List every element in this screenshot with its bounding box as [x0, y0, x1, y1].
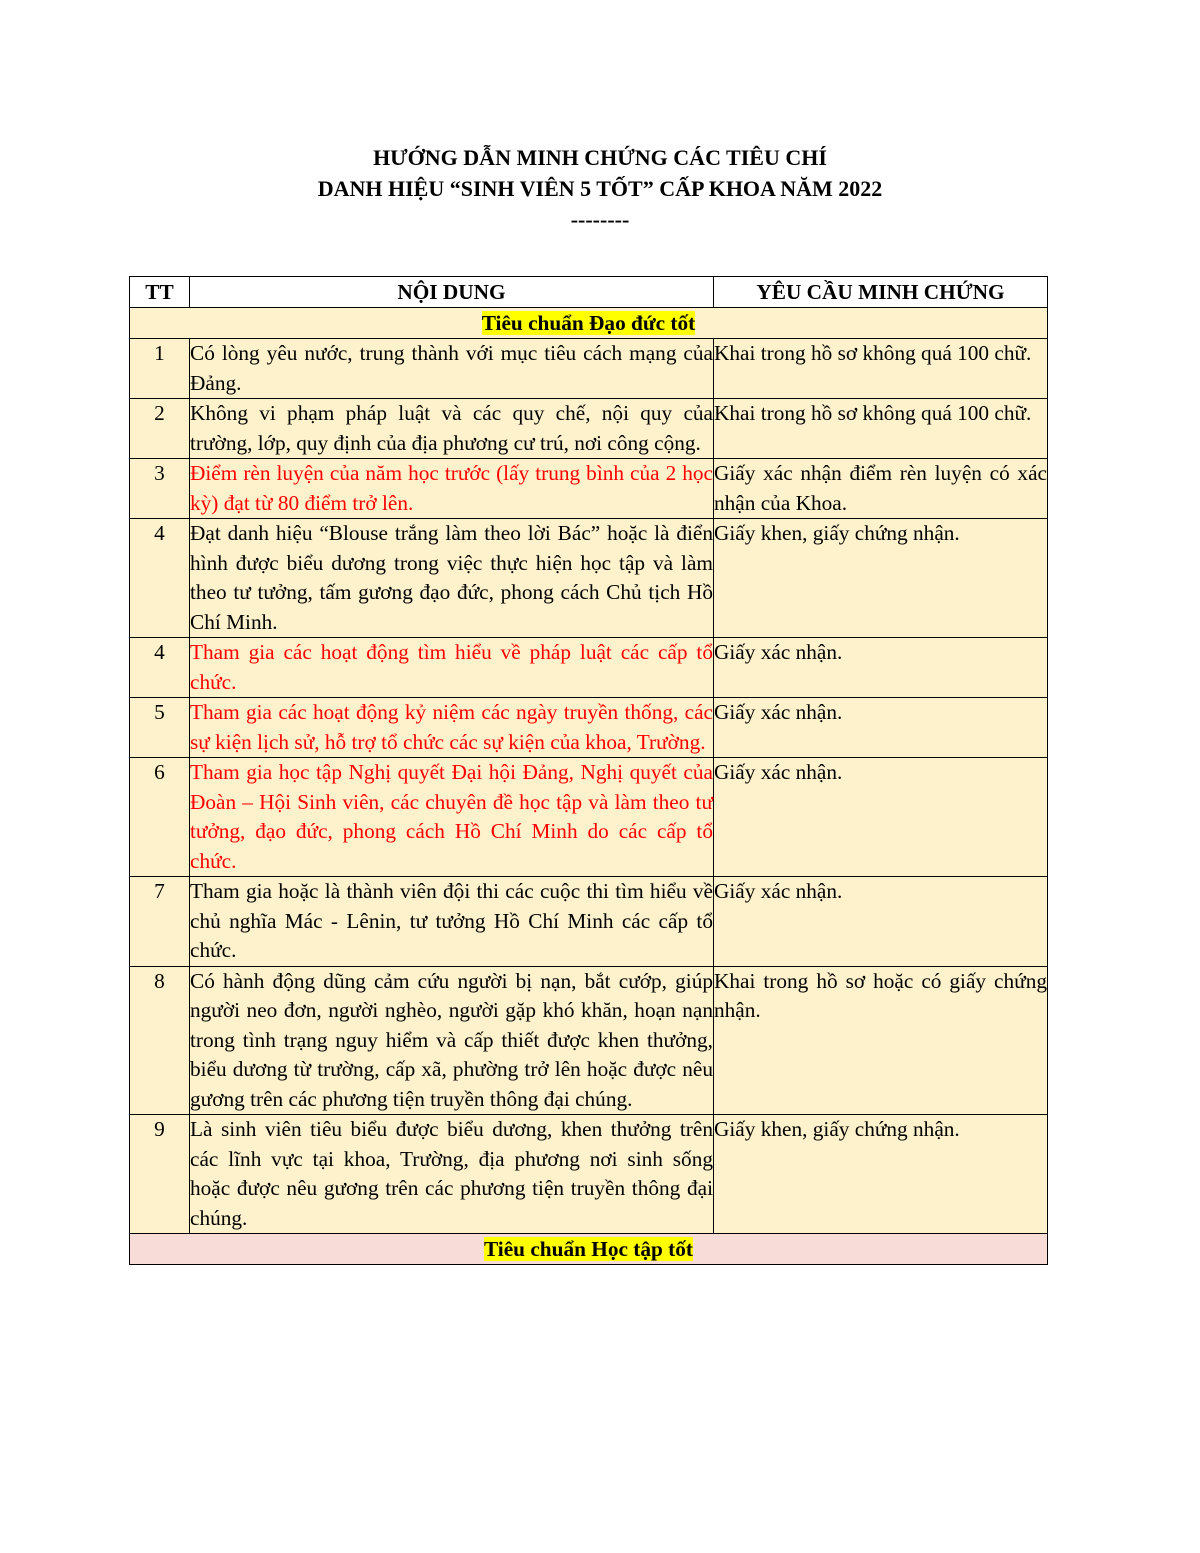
row-requirement: Giấy khen, giấy chứng nhận. — [714, 519, 1048, 638]
row-requirement: Giấy xác nhận. — [714, 877, 1048, 967]
row-content: Tham gia các hoạt động tìm hiểu về pháp luật các cấp tổ chức. — [190, 638, 714, 698]
row-content: Đạt danh hiệu “Blouse trắng làm theo lời Bác” hoặc là điển hình được biểu dương trong việc thực hiện học tập và làm theo tư tưởng, tấm gương đạo đức, phong cách Chủ tịch Hồ Chí Minh. — [190, 519, 714, 638]
row-number: 2 — [130, 399, 190, 459]
section-title-study: Tiêu chuẩn Học tập tốt — [483, 1237, 694, 1261]
table-row — [130, 519, 1048, 638]
row-content: Là sinh viên tiêu biểu được biểu dương, khen thưởng trên các lĩnh vực tại khoa, Trường, địa phương nơi sinh sống hoặc được nêu gương trên các phương tiện truyền thông đại chúng. — [190, 1115, 714, 1234]
row-number: 6 — [130, 758, 190, 877]
row-content: Điểm rèn luyện của năm học trước (lấy trung bình của 2 học kỳ) đạt từ 80 điểm trở lên. — [190, 459, 714, 519]
section-row-ethics — [130, 308, 1048, 339]
row-number: 7 — [130, 877, 190, 967]
row-content: Không vi phạm pháp luật và các quy chế, nội quy của trường, lớp, quy định của địa phương cư trú, nơi công cộng. — [190, 399, 714, 459]
header-tt: TT — [130, 277, 190, 308]
header-requirement: YÊU CẦU MINH CHỨNG — [714, 277, 1048, 308]
table-row — [130, 459, 1048, 519]
title-separator: -------- — [570, 207, 630, 232]
table-row — [130, 339, 1048, 399]
row-content: Tham gia các hoạt động kỷ niệm các ngày truyền thống, các sự kiện lịch sử, hỗ trợ tổ chức các sự kiện của khoa, Trường. — [190, 698, 714, 758]
table-header-row — [130, 277, 1048, 308]
row-requirement: Khai trong hồ sơ hoặc có giấy chứng nhận. — [714, 966, 1048, 1115]
table-row — [130, 1115, 1048, 1234]
title-line-2: DANH HIỆU “SINH VIÊN 5 TỐT” CẤP KHOA NĂM 2022 — [317, 176, 883, 201]
row-number: 3 — [130, 459, 190, 519]
row-requirement: Khai trong hồ sơ không quá 100 chữ. — [714, 339, 1048, 399]
table-row — [130, 758, 1048, 877]
row-requirement: Giấy khen, giấy chứng nhận. — [714, 1115, 1048, 1234]
table-row — [130, 638, 1048, 698]
row-number: 5 — [130, 698, 190, 758]
row-content: Có lòng yêu nước, trung thành với mục tiêu cách mạng của Đảng. — [190, 339, 714, 399]
header-content: NỘI DUNG — [190, 277, 714, 308]
section-title-ethics: Tiêu chuẩn Đạo đức tốt — [481, 311, 696, 335]
row-content: Có hành động dũng cảm cứu người bị nạn, bắt cướp, giúp người neo đơn, người nghèo, người gặp khó khăn, hoạn nạn trong tình trạng nguy hiểm và cấp thiết được khen thưởng, biểu dương từ trường, cấp xã, phường trở lên hoặc được nêu gương trên các phương tiện truyền thông đại chúng. — [190, 966, 714, 1115]
table-row — [130, 399, 1048, 459]
table-row — [130, 877, 1048, 967]
row-content: Tham gia học tập Nghị quyết Đại hội Đảng, Nghị quyết của Đoàn – Hội Sinh viên, các chuyên đề học tập và làm theo tư tưởng, đạo đức, phong cách Hồ Chí Minh do các cấp tổ chức. — [190, 758, 714, 877]
row-number: 8 — [130, 966, 190, 1115]
document-heading — [0, 142, 1200, 235]
row-number: 4 — [130, 638, 190, 698]
row-requirement: Giấy xác nhận điểm rèn luyện có xác nhận của Khoa. — [714, 459, 1048, 519]
row-number: 1 — [130, 339, 190, 399]
row-number: 9 — [130, 1115, 190, 1234]
table-row — [130, 698, 1048, 758]
row-requirement: Giấy xác nhận. — [714, 698, 1048, 758]
table-row — [130, 966, 1048, 1115]
row-requirement: Giấy xác nhận. — [714, 638, 1048, 698]
title-line-1: HƯỚNG DẪN MINH CHỨNG CÁC TIÊU CHÍ — [373, 145, 827, 170]
row-requirement: Khai trong hồ sơ không quá 100 chữ. — [714, 399, 1048, 459]
criteria-table — [129, 276, 1048, 1265]
row-content: Tham gia hoặc là thành viên đội thi các cuộc thi tìm hiểu về chủ nghĩa Mác - Lênin, tư tưởng Hồ Chí Minh các cấp tổ chức. — [190, 877, 714, 967]
row-requirement: Giấy xác nhận. — [714, 758, 1048, 877]
row-number: 4 — [130, 519, 190, 638]
section-row-study — [130, 1234, 1048, 1265]
